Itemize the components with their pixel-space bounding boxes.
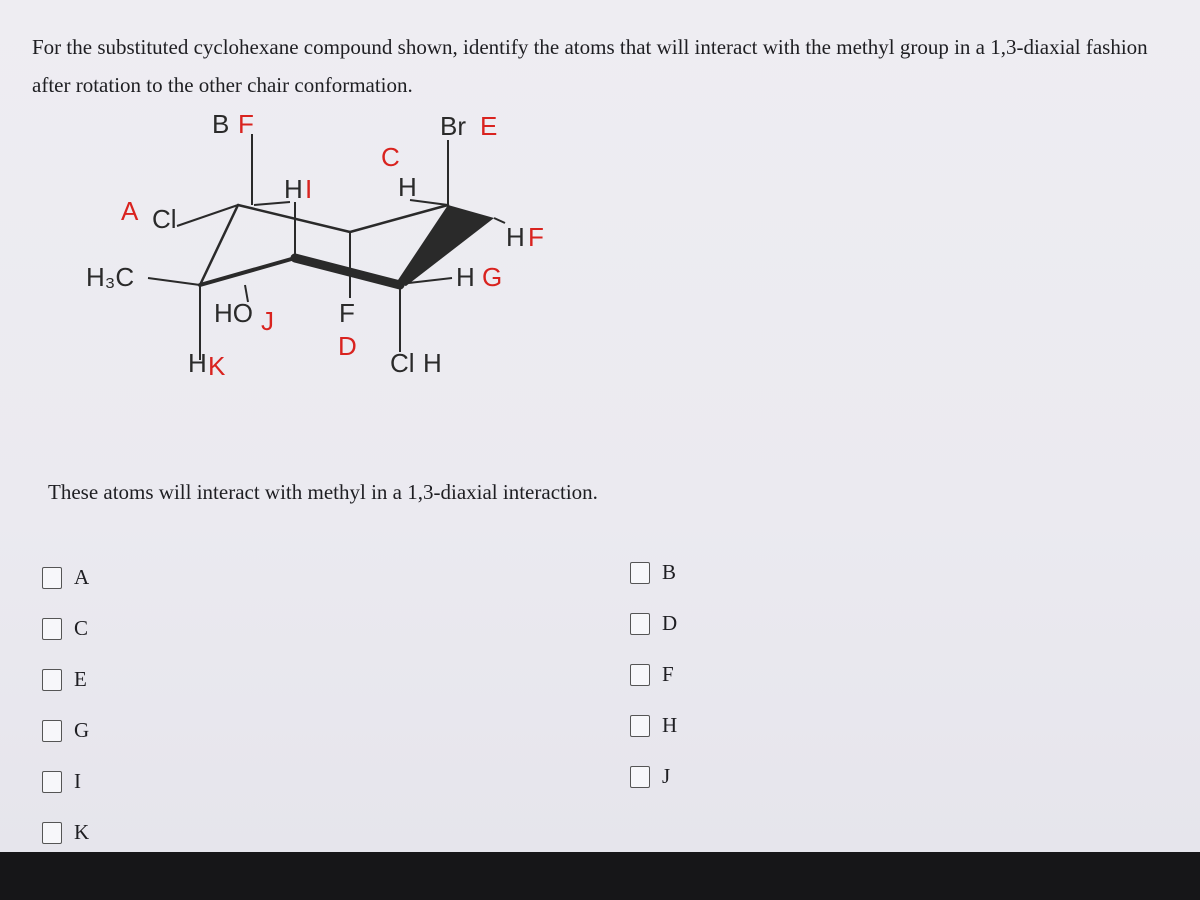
label-H-g: H bbox=[456, 262, 475, 292]
checkbox[interactable] bbox=[42, 669, 62, 691]
checkbox[interactable] bbox=[630, 715, 650, 737]
label-F-top: F bbox=[238, 109, 254, 139]
option-label: J bbox=[662, 764, 671, 788]
label-E: E bbox=[480, 111, 498, 141]
label-H-i: H bbox=[284, 174, 303, 204]
option-label: A bbox=[74, 565, 90, 589]
option-F[interactable] bbox=[630, 662, 674, 687]
option-label: B bbox=[662, 560, 677, 584]
label-H3C: H₃C bbox=[86, 262, 135, 292]
label-H-k: H bbox=[188, 348, 207, 378]
option-K[interactable] bbox=[42, 820, 89, 845]
label-J: J bbox=[261, 306, 274, 336]
ring-bond-bold bbox=[295, 258, 400, 285]
label-C: C bbox=[381, 142, 400, 172]
option-label: K bbox=[74, 820, 90, 844]
checkbox[interactable] bbox=[42, 618, 62, 640]
checkbox[interactable] bbox=[42, 771, 62, 793]
option-C[interactable] bbox=[42, 616, 88, 641]
label-H-c: H bbox=[398, 172, 417, 202]
label-G: G bbox=[482, 262, 503, 292]
option-label: C bbox=[74, 616, 89, 640]
prompt-text: These atoms will interact with methyl in a 1,3-diaxial interaction. bbox=[48, 480, 598, 504]
label-F-right: F bbox=[528, 222, 544, 252]
label-F-d: F bbox=[339, 298, 355, 328]
label-HO: HO bbox=[214, 298, 253, 328]
label-Br: Br bbox=[440, 111, 466, 141]
label-H-f: H bbox=[506, 222, 525, 252]
checkbox[interactable] bbox=[630, 613, 650, 635]
h-f-bond bbox=[494, 218, 505, 223]
option-label: H bbox=[662, 713, 678, 737]
option-H[interactable] bbox=[630, 713, 677, 738]
option-D[interactable] bbox=[630, 611, 677, 636]
checkbox[interactable] bbox=[630, 562, 650, 584]
question-text: For the substituted cyclohexane compound shown, identify the atoms that will interact with the methyl group in a 1,3-diaxial fashion after rotation to the other chair conformation. bbox=[32, 35, 1148, 97]
checkbox[interactable] bbox=[42, 567, 62, 589]
checkbox[interactable] bbox=[630, 766, 650, 788]
label-Cl-a: Cl bbox=[152, 204, 177, 234]
option-label: F bbox=[662, 662, 674, 686]
option-E[interactable] bbox=[42, 667, 87, 692]
label-B: B bbox=[212, 109, 230, 139]
option-label: D bbox=[662, 611, 678, 635]
option-G[interactable] bbox=[42, 718, 89, 743]
option-label: G bbox=[74, 718, 90, 742]
option-A[interactable] bbox=[42, 565, 89, 590]
label-K: K bbox=[208, 351, 226, 381]
option-J[interactable] bbox=[630, 764, 670, 789]
methyl-bond bbox=[148, 278, 200, 285]
label-H-b: H bbox=[423, 348, 442, 378]
option-I[interactable] bbox=[42, 769, 81, 794]
option-label: E bbox=[74, 667, 87, 691]
label-I: I bbox=[305, 174, 313, 204]
checkbox[interactable] bbox=[42, 720, 62, 742]
ring-wedge-bond bbox=[396, 205, 494, 286]
option-label: I bbox=[74, 769, 81, 793]
monitor-bezel bbox=[0, 852, 1200, 900]
label-Cl-b: Cl bbox=[390, 348, 415, 378]
label-D: D bbox=[338, 331, 357, 361]
checkbox[interactable] bbox=[42, 822, 62, 844]
checkbox[interactable] bbox=[630, 664, 650, 686]
label-A: A bbox=[121, 196, 139, 226]
option-B[interactable] bbox=[630, 560, 676, 585]
ring-bond-bold bbox=[200, 258, 295, 285]
